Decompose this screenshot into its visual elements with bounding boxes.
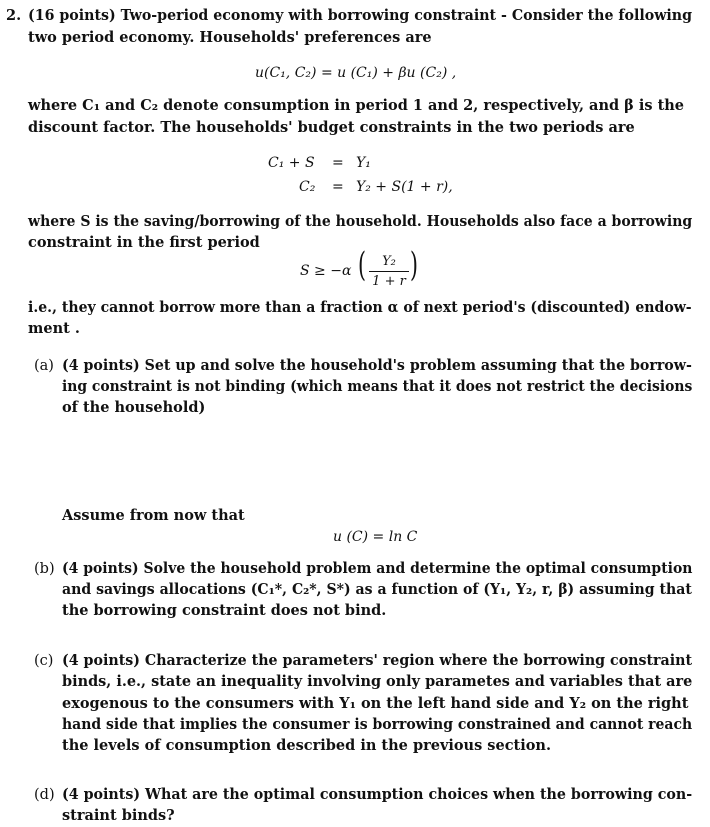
constraint-lhs: S ≥ −α	[300, 263, 352, 279]
left-paren-icon: (	[358, 245, 366, 285]
ie-line-2: ment .	[28, 320, 80, 337]
fraction-bar	[369, 271, 409, 272]
saving-line-1: where S is the saving/borrowing of the household. Households also face a borrowing	[28, 213, 693, 230]
part-a-line-2: ing constraint is not binding (which means that it does not restrict the decisions	[62, 378, 693, 395]
assume-text: Assume from now that	[62, 507, 245, 524]
budget1-lhs: C₁ + S	[268, 155, 315, 171]
budget1-eq: =	[332, 155, 344, 171]
saving-line-2: constraint in the first period	[28, 234, 260, 251]
part-d-label: (d)	[34, 787, 55, 803]
part-b-line-1: (4 points) Solve the household problem and determine the optimal consumption	[62, 560, 693, 577]
part-a-line-3: of the household)	[62, 399, 206, 416]
part-c-line-4: hand side that implies the consumer is borrowing constrained and cannot reach	[62, 716, 693, 733]
part-c-line-3: exogenous to the consumers with Y₁ on the left hand side and Y₂ on the right	[62, 695, 689, 712]
where-line-1: where C₁ and C₂ denote consumption in period 1 and 2, respectively, and β is the	[28, 97, 685, 114]
budget2-eq: =	[332, 179, 344, 195]
part-b-line-3: the borrowing constraint does not bind.	[62, 602, 387, 619]
part-b-label: (b)	[34, 561, 55, 577]
part-a-line-1: (4 points) Set up and solve the household's problem assuming that the borrow-	[62, 357, 692, 374]
part-c-line-5: the levels of consumption described in the previous section.	[62, 737, 551, 754]
ie-line-1: i.e., they cannot borrow more than a fraction α of next period's (discounted) endow-	[28, 299, 692, 316]
problem-header-cont: two period economy. Households' preferences are	[28, 29, 432, 46]
right-paren-icon: )	[410, 245, 418, 285]
constraint-numerator: Y₂	[382, 254, 396, 269]
constraint-fraction	[369, 254, 409, 288]
part-d-line-1: (4 points) What are the optimal consumption choices when the borrowing con-	[62, 786, 693, 803]
problem-header	[28, 7, 693, 24]
budget1-rhs: Y₁	[356, 155, 371, 171]
part-c-label: (c)	[34, 653, 54, 669]
budget2-rhs: Y₂ + S(1 + r),	[356, 179, 453, 195]
part-b-line-2: and savings allocations (C₁*, C₂*, S*) as a function of (Y₁, Y₂, r, β) assuming that	[62, 581, 692, 598]
assume-equation: u (C) = ln C	[333, 529, 418, 545]
part-c-line-1: (4 points) Characterize the parameters' region where the borrowing constraint	[62, 652, 693, 669]
where-line-2: discount factor. The households' budget constraints in the two periods are	[28, 119, 635, 136]
problem-number: 2.	[6, 7, 22, 24]
part-d-line-2: straint binds?	[62, 807, 175, 824]
utility-equation: u(C₁, C₂) = u (C₁) + βu (C₂) ,	[255, 65, 457, 81]
budget2-lhs: C₂	[299, 179, 316, 195]
part-a-label: (a)	[34, 358, 54, 374]
constraint-denominator: 1 + r	[372, 274, 406, 289]
problem-header-text: (16 points) Two-period economy with borrowing constraint - Consider the following	[28, 7, 693, 24]
part-c-line-2: binds, i.e., state an inequality involving only parametes and variables that are	[62, 673, 693, 690]
